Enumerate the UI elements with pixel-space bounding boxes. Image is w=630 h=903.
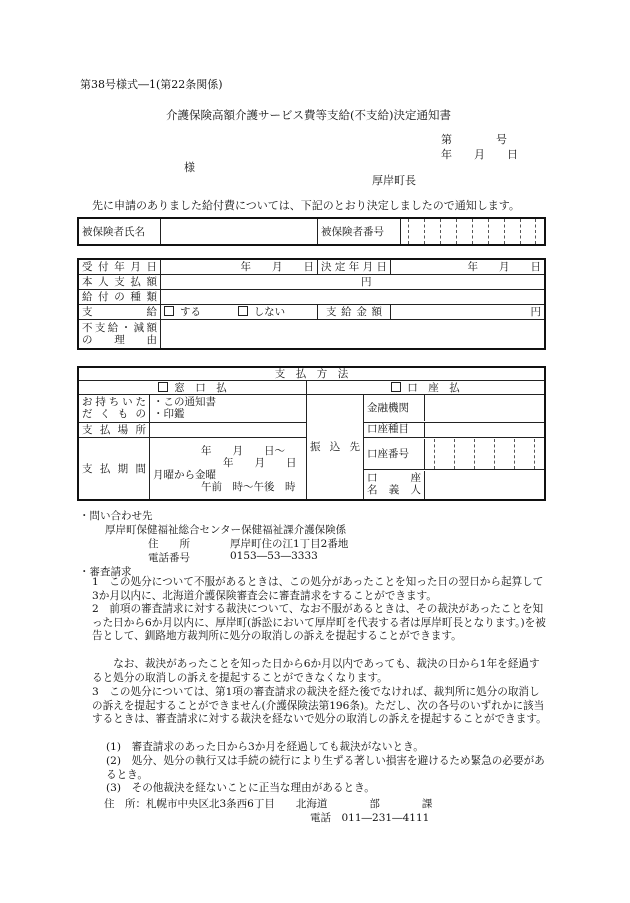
- payment-place-label: 支払場所: [78, 422, 150, 437]
- bank-value: [425, 395, 544, 421]
- appeal-heading: ・審査請求: [79, 566, 132, 578]
- bring-items-label: [78, 394, 150, 422]
- payment-period-label: 支払期間: [78, 438, 150, 500]
- insured-number-label: 被保険者番号: [318, 218, 401, 245]
- document-title: 介護保険高額介護サービス費等支給(不支給)決定通知書: [166, 108, 451, 122]
- payment-label: 支 給: [78, 304, 161, 319]
- appeal-item-2: (2) 処分、処分の執行又は手続の続行により生ずる著しい損害を避けるため緊急の必要があるとき。: [106, 755, 545, 781]
- contact-address-label: 住 所: [148, 538, 190, 550]
- window-payment-checkbox[interactable]: [158, 382, 168, 392]
- reason-label: [78, 319, 161, 349]
- pay-no-checkbox[interactable]: [238, 306, 248, 316]
- pay-no-label: しない: [253, 305, 286, 318]
- insured-name-label: 被保険者氏名: [78, 218, 161, 245]
- account-holder-label: [364, 471, 425, 499]
- payment-value-label: 支給金額: [318, 304, 391, 319]
- account-type-value: [425, 423, 544, 437]
- benefit-type-label: 給付の種類: [78, 289, 161, 304]
- account-number-label: 口座番号: [364, 439, 425, 469]
- bring-label-line-2: だくもの: [82, 408, 146, 421]
- payment-amount-unit: 円: [161, 274, 546, 289]
- payment-method-title: 支 払 方 法: [78, 367, 545, 381]
- transfer-label: 振込先: [307, 394, 364, 500]
- bank-label: 金融機関: [364, 395, 425, 421]
- appeal-address: 住 所：札幌市中央区北3条西6丁目 北海道 部 課: [104, 798, 433, 810]
- account-holder-value: [425, 471, 544, 499]
- contact-office: 厚岸町保健福祉総合センター保健福祉課介護保険係: [105, 524, 347, 536]
- appeal-paragraph-3: 3 この処分については、第1項の審査請求の裁決を経た後でなければ、裁判所に処分の取消しの訴えを提起することができません(介護保険法第196条)。ただし、次の各号のいずれかに該当するときは、審査請求に対する裁決を経ないで処分の取消しの訴えを提起することができます。: [92, 686, 547, 726]
- payment-amount-label: 本人支払額: [78, 274, 161, 289]
- document-number: 第 号: [441, 133, 507, 146]
- appeal-phone: 電話 011―231―4111: [310, 812, 430, 824]
- period-line: 午前 時～午後 時: [201, 480, 296, 493]
- period-line: 年 月 日～: [201, 444, 285, 457]
- received-date-label: 受付年月日: [78, 259, 161, 274]
- appeal-paragraph-2: 2 前項の審査請求に対する裁決について、なお不服があるときは、その裁決があったことを知った日から6か月以内に、厚岸町(訴訟において厚岸町を代表する者は厚岸町長となります。)を被告として、釧路地方裁判所に処分の取消しの訴えを提起することができます。: [92, 603, 546, 643]
- received-date-value: 年 月 日: [161, 259, 318, 274]
- payment-value-unit: 円: [391, 304, 546, 319]
- holder-label-line-2: 名 義 人: [367, 483, 421, 496]
- insured-name-value: [161, 218, 318, 245]
- appeal-paragraph-1: 1 この処分について不服があるときは、この処分があったことを知った日の翌日から起算して3か月以内に、北海道介護保険審査会に審査請求をすることができます。: [92, 576, 544, 602]
- bring-item: ・印鑑: [153, 408, 185, 421]
- pay-yes-label: する: [180, 305, 201, 318]
- appeal-item-3: (3) その他裁決を経ないことに正当な理由があるとき。: [106, 782, 375, 794]
- period-line: 月曜から金曜: [153, 468, 216, 481]
- contact-phone: 0153―53―3333: [230, 550, 318, 562]
- window-payment-label: 窓 口 払: [174, 381, 227, 394]
- decision-date-value: 年 月 日: [391, 259, 546, 274]
- account-number-boxes: [425, 439, 544, 469]
- reason-label-line-1: 不支給・減額: [82, 321, 157, 334]
- account-payment-label: 口 座 払: [407, 381, 460, 394]
- bring-item: ・この通知書: [153, 396, 216, 409]
- decision-table: [77, 258, 546, 350]
- payment-method-table: [77, 366, 546, 501]
- bank-row: [364, 394, 546, 422]
- recipient-suffix: 様: [184, 161, 195, 174]
- account-type-row: [364, 422, 546, 437]
- contact-heading: ・問い合わせ先: [79, 510, 153, 522]
- bring-label-line-1: お持ちいた: [82, 396, 146, 409]
- pay-yes-checkbox[interactable]: [164, 306, 174, 316]
- account-holder-row: [364, 470, 546, 500]
- account-number-row: [364, 438, 546, 470]
- intro-text: 先に申請のありました給付費については、下記のとおり決定しましたので通知します。: [92, 199, 520, 212]
- insured-number-boxes: [401, 218, 546, 245]
- appeal-paragraph-2b: なお、裁決があったことを知った日から6か月以内であっても、裁決の日から1年を経過すると処分の取消しの訴えを提起することができなくなります。: [92, 658, 540, 684]
- window-payment-header: [78, 381, 307, 394]
- payment-options: [161, 304, 318, 319]
- bring-items-list: [150, 394, 307, 422]
- contact-phone-label: 電話番号: [148, 552, 190, 564]
- payment-place-value: [150, 422, 307, 437]
- document-date: 年 月 日: [441, 148, 518, 161]
- payment-period-value: [150, 438, 307, 500]
- insured-table: [77, 217, 546, 246]
- benefit-type-value: [161, 289, 546, 304]
- contact-address: 厚岸町住の江1丁目2番地: [230, 538, 349, 550]
- account-type-label: 口座種目: [364, 423, 425, 437]
- issuer-name: 厚岸町長: [372, 174, 416, 187]
- appeal-item-1: (1) 審査請求のあった日から3か月を経過しても裁決がないとき。: [106, 741, 424, 753]
- decision-date-label: 決定年月日: [318, 259, 391, 274]
- reason-value: [161, 319, 546, 349]
- form-number: 第38号様式―1(第22条関係): [80, 78, 223, 91]
- period-line: 年 月 日: [223, 456, 297, 469]
- account-payment-checkbox[interactable]: [391, 382, 401, 392]
- holder-label-line-1: 口 座: [367, 471, 421, 484]
- reason-label-line-2: の 理 由: [82, 333, 157, 346]
- account-payment-header: [307, 381, 546, 394]
